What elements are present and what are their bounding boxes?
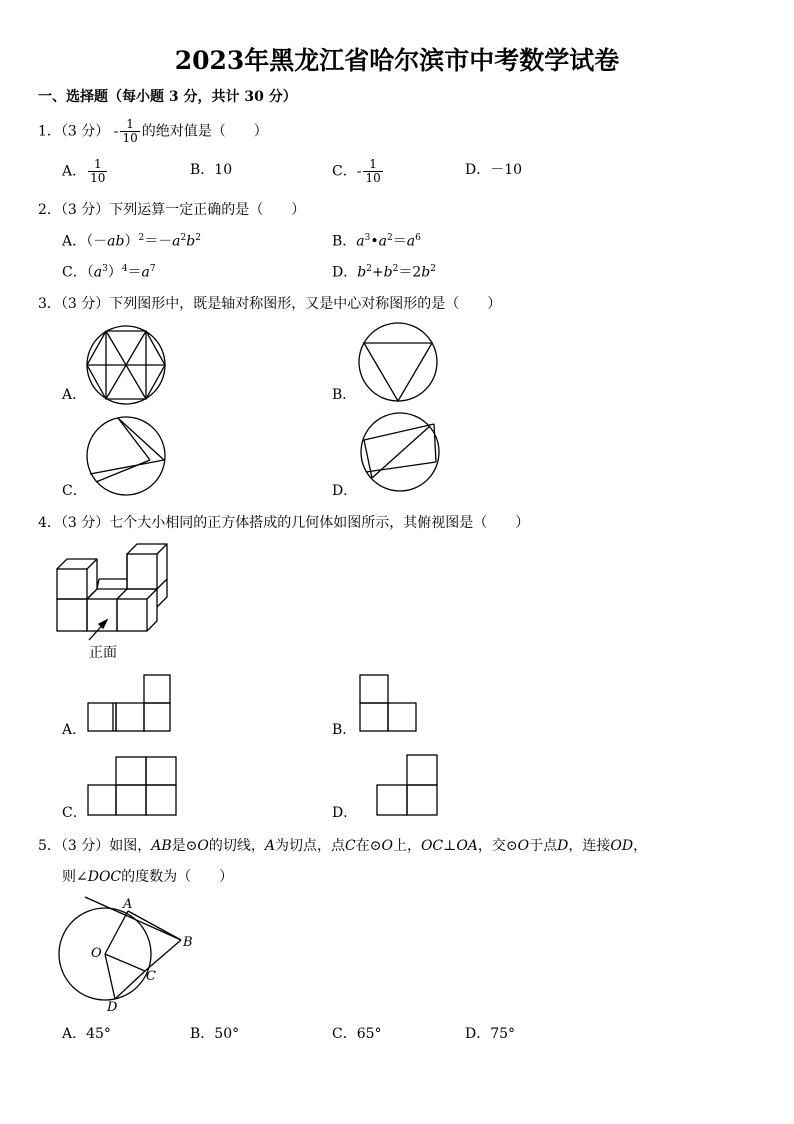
question-5-line1 — [38, 839, 647, 853]
q2-b-9: 6 — [415, 233, 421, 243]
q3-option-d[interactable]: D． — [332, 483, 358, 499]
q4-cube-solid — [55, 542, 175, 637]
q5-t20: OD — [610, 838, 634, 854]
q4-front-label: 正面 — [89, 645, 117, 661]
section-heading: 一、选择题（每小题 3 分，共计 30 分） — [38, 89, 297, 105]
q2-d-8: b — [421, 264, 431, 281]
q2-c-5: 4 — [121, 264, 128, 274]
q2-b-1: B． — [332, 233, 357, 250]
q2-c-4: ） — [107, 264, 122, 281]
q2-a-7: 2 — [180, 233, 187, 243]
q2-a-3: ） — [124, 233, 139, 250]
q2-d-5: b — [383, 264, 393, 281]
question-1-stem — [38, 118, 268, 145]
question-5-line2 — [62, 870, 233, 884]
q2-d-4: + — [371, 264, 384, 281]
q1-opt-a-den: 10 — [90, 171, 106, 186]
q5-t8: C — [345, 838, 356, 854]
q5-u1: 则∠ — [62, 869, 88, 885]
q2-d-6: 2 — [392, 264, 399, 274]
q1-frac-num: 1 — [120, 118, 139, 132]
q5-t19: ，连接 — [568, 838, 611, 854]
q4-option-d[interactable]: D． — [332, 805, 358, 821]
q3-figure-c — [86, 416, 166, 496]
q3-figure-a — [86, 325, 166, 405]
q1-option-c[interactable] — [332, 158, 385, 185]
q5-t1: 5．（3 分）如图， — [38, 838, 152, 854]
q5-t16: O — [517, 838, 530, 854]
q2-a-5: ＝－ — [144, 233, 173, 250]
q1-opt-c-num: 1 — [363, 158, 382, 172]
q3-figure-b — [358, 322, 438, 402]
q5-t18: D — [557, 838, 569, 854]
q2-b-8: a — [406, 233, 416, 250]
q2-b-7: ＝ — [392, 233, 407, 250]
question-3-stem: 3．（3 分）下列图形中，既是轴对称图形，又是中心对称图形的是（ ） — [38, 296, 502, 312]
q2-a-4: 2 — [138, 233, 145, 243]
q5-t12: OC — [420, 838, 444, 854]
q5-t4: O — [197, 838, 209, 854]
q4-option-b[interactable]: B． — [332, 722, 357, 738]
q1-opt-c-label: C．- — [332, 163, 362, 180]
q5-t10: O — [381, 838, 393, 854]
q4-option-a[interactable]: A． — [62, 722, 87, 738]
q2-b-4: • — [370, 233, 379, 250]
q4-figure-d — [375, 753, 441, 817]
q5-u3: 的度数为（ ） — [121, 869, 234, 885]
q2-option-d[interactable] — [332, 265, 436, 280]
q3-option-a[interactable]: A． — [62, 387, 87, 403]
q5-option-b[interactable]: B．50° — [190, 1026, 240, 1042]
q2-c-6: ＝ — [127, 264, 142, 281]
q5-t7: 为切点，点 — [275, 838, 346, 854]
q5-label-d: D — [107, 1000, 118, 1015]
q2-c-7: a — [141, 264, 150, 281]
q2-d-2: b — [357, 264, 367, 281]
q5-t14: OA — [456, 838, 478, 854]
q5-option-c[interactable]: C．65° — [332, 1026, 382, 1042]
q4-figure-a — [86, 673, 172, 733]
q2-d-9: 2 — [430, 264, 436, 274]
q5-u2: DOC — [87, 869, 122, 885]
q2-d-7: ＝2 — [398, 264, 422, 281]
q2-d-1: D． — [332, 264, 358, 281]
q4-figure-b — [358, 673, 420, 733]
q1-opt-a-num: 1 — [88, 158, 107, 172]
q1-opt-c-den: 10 — [365, 171, 381, 186]
q1-opt-c-frac — [363, 158, 382, 185]
q5-t15: ，交⊙ — [477, 838, 518, 854]
q3-figure-d — [360, 412, 440, 492]
q2-option-a[interactable] — [62, 234, 201, 249]
q2-c-2: a — [93, 264, 103, 281]
q2-c-1: C．（ — [62, 264, 94, 281]
q2-a-6: a — [172, 233, 181, 250]
question-2-stem: 2．（3 分）下列运算一定正确的是（ ） — [38, 202, 306, 218]
q2-option-b[interactable] — [332, 234, 421, 249]
q1-frac-den: 10 — [122, 131, 138, 146]
q2-option-c[interactable] — [62, 265, 156, 280]
q2-c-3: 3 — [102, 264, 108, 274]
question-4-stem: 4．（3 分）七个大小相同的正方体搭成的几何体如图所示，其俯视图是（ ） — [38, 515, 530, 531]
q2-b-2: a — [356, 233, 365, 250]
q5-circle-figure — [55, 895, 205, 1015]
page-title: 2023年黑龙江省哈尔滨市中考数学试卷 — [174, 46, 620, 75]
q5-t17: 于点 — [529, 838, 558, 854]
q4-option-c[interactable]: C． — [62, 805, 87, 821]
q3-option-c[interactable]: C． — [62, 483, 87, 499]
q2-a-9: 2 — [195, 233, 201, 243]
q5-option-a[interactable]: A．45° — [62, 1026, 111, 1042]
q1-fraction — [120, 118, 139, 145]
q5-t11: 上， — [392, 838, 421, 854]
q2-b-6: 2 — [387, 233, 393, 243]
q5-t9: 在⊙ — [355, 838, 382, 854]
q1-option-a[interactable] — [62, 158, 109, 185]
q1-option-b[interactable]: B．10 — [190, 162, 233, 178]
q1-opt-a-label: A． — [62, 163, 87, 180]
q1-option-d[interactable]: D．－10 — [465, 162, 523, 178]
q5-label-a: A — [123, 897, 133, 912]
q3-option-b[interactable]: B． — [332, 387, 357, 403]
q4-figure-c — [86, 755, 178, 817]
q5-t2: AB — [151, 838, 172, 854]
q5-t21: ， — [633, 838, 648, 854]
q2-c-8: 7 — [149, 264, 156, 274]
q2-b-5: a — [378, 233, 388, 250]
q2-a-1: A．（－ — [62, 233, 108, 250]
q5-t5: 的切线， — [208, 838, 265, 854]
q1-suffix: 的绝对值是（ ） — [141, 123, 268, 140]
q5-t3: 是⊙ — [171, 838, 198, 854]
q1-prefix: 1．（3 分） - — [38, 123, 119, 140]
q2-a-2: ab — [107, 233, 125, 250]
q2-d-3: 2 — [366, 264, 372, 274]
q1-opt-a-frac — [88, 158, 107, 185]
q5-t6: A — [264, 838, 276, 854]
q5-label-c: C — [146, 969, 156, 984]
q5-label-o: O — [91, 946, 102, 961]
q5-option-d[interactable]: D．75° — [465, 1026, 516, 1042]
q2-b-3: 3 — [364, 233, 371, 243]
q5-t13: ⊥ — [443, 838, 457, 854]
q5-label-b: B — [183, 935, 193, 950]
q2-a-8: b — [186, 233, 196, 250]
